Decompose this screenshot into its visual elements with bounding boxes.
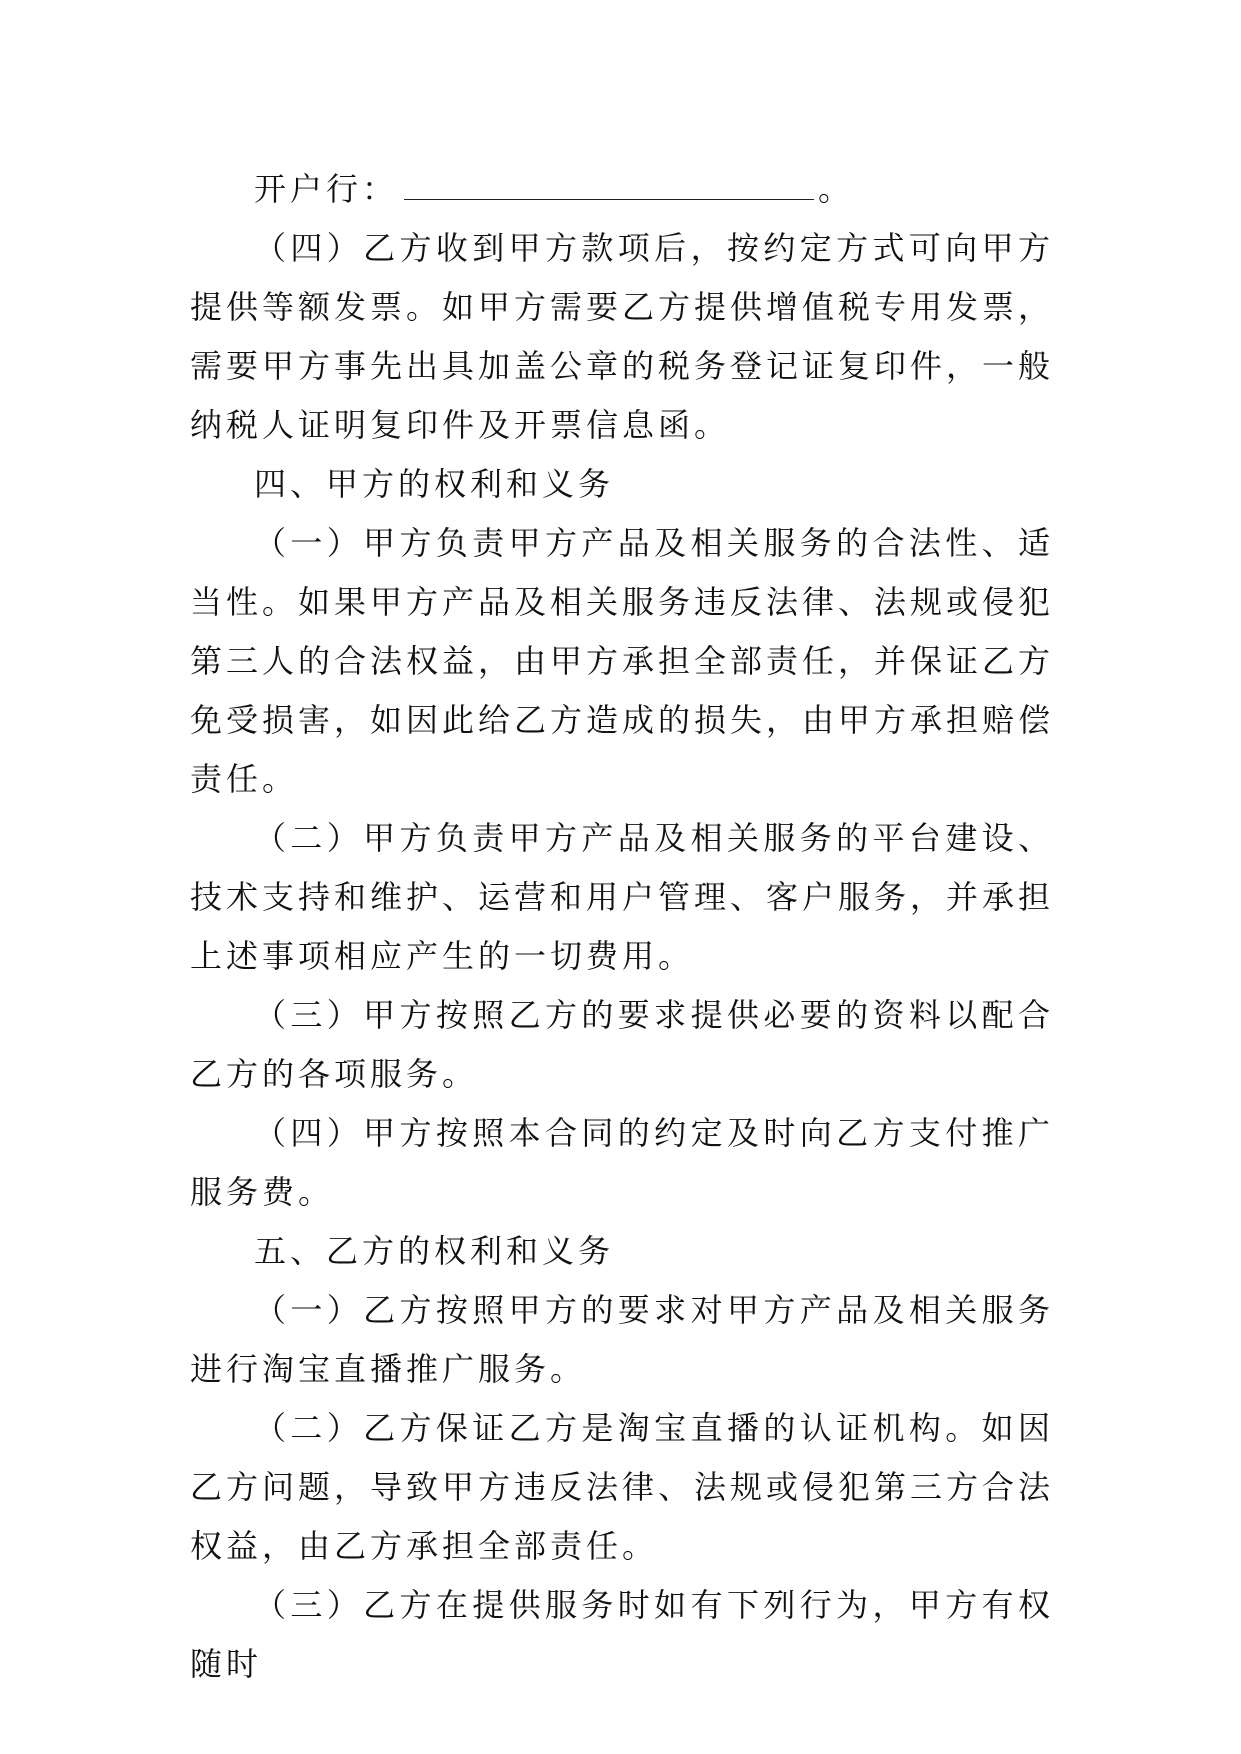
document-body: [190, 160, 1054, 1694]
clause-4-3: （三）甲方按照乙方的要求提供必要的资料以配合乙方的各项服务。: [190, 996, 1054, 1093]
section-heading-4: 四、甲方的权利和义务: [254, 465, 615, 503]
bank-label: 开户行：: [254, 170, 399, 208]
clause-4-4: （四）甲方按照本合同的约定及时向乙方支付推广服务费。: [190, 1114, 1054, 1211]
clause-4-2: （二）甲方负责甲方产品及相关服务的平台建设、技术支持和维护、运营和用户管理、客户服务，并承担上述事项相应产生的一切费用。: [190, 819, 1055, 975]
clause-b3-4: （四）乙方收到甲方款项后，按约定方式可向甲方提供等额发票。如甲方需要乙方提供增值税专用发票，需要甲方事先出具加盖公章的税务登记证复印件，一般纳税人证明复印件及开票信息函。: [190, 229, 1055, 444]
bank-line-end: 。: [818, 170, 855, 208]
clause-5-3: （三）乙方在提供服务时如有下列行为，甲方有权随时: [190, 1586, 1054, 1683]
section-heading-5: 五、乙方的权利和义务: [254, 1232, 615, 1270]
bank-blank-field: [404, 173, 814, 200]
clause-5-1: （一）乙方按照甲方的要求对甲方产品及相关服务进行淘宝直播推广服务。: [190, 1291, 1054, 1388]
clause-5-2: （二）乙方保证乙方是淘宝直播的认证机构。如因乙方问题，导致甲方违反法律、法规或侵犯第三方合法权益，由乙方承担全部责任。: [190, 1409, 1055, 1565]
bank-line: [190, 160, 1054, 219]
clause-4-1: （一）甲方负责甲方产品及相关服务的合法性、适当性。如果甲方产品及相关服务违反法律、法规或侵犯第三人的合法权益，由甲方承担全部责任，并保证乙方免受损害，如因此给乙方造成的损失，由甲方承担赔偿责任。: [190, 524, 1055, 798]
